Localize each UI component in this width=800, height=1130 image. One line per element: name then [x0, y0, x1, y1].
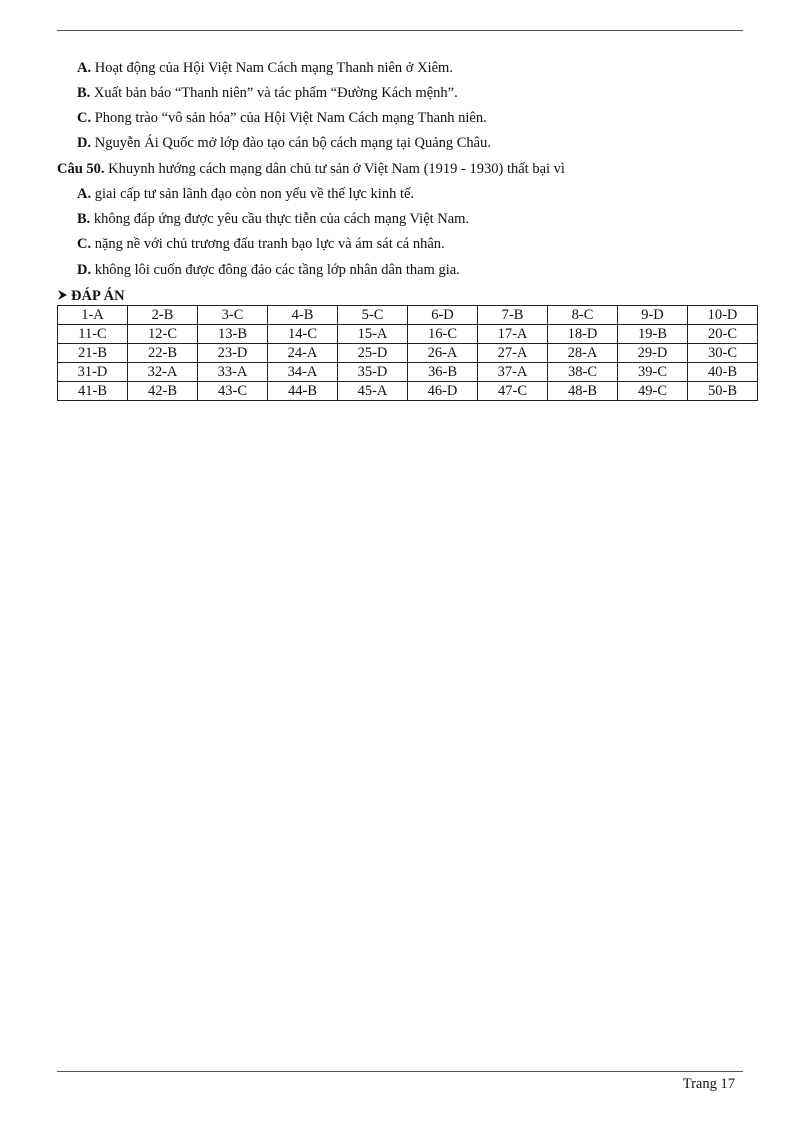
option-letter: A. — [77, 186, 92, 202]
option-b-prev — [77, 84, 458, 102]
table-row — [58, 306, 758, 325]
q50-option-a — [77, 185, 414, 203]
question-label: Câu 50. — [57, 161, 105, 177]
option-c-prev — [77, 109, 487, 127]
answer-cell: 4-B — [268, 306, 338, 325]
answer-key-table — [57, 305, 758, 401]
option-letter: C. — [77, 110, 92, 126]
answer-cell: 35-D — [338, 363, 408, 382]
answer-cell: 14-C — [268, 325, 338, 344]
option-letter: D. — [77, 262, 92, 278]
question-50 — [57, 160, 565, 178]
q50-option-c — [77, 235, 445, 253]
option-text: Phong trào “vô sản hóa” của Hội Việt Nam Cách mạng Thanh niên. — [91, 110, 487, 126]
answer-cell: 18-D — [548, 325, 618, 344]
answer-key-heading — [57, 287, 125, 305]
answer-cell: 21-B — [58, 344, 128, 363]
table-row — [58, 363, 758, 382]
answer-cell: 11-C — [58, 325, 128, 344]
answer-cell: 42-B — [128, 382, 198, 401]
question-text: Khuynh hướng cách mạng dân chủ tư sản ở Việt Nam (1919 - 1930) thất bại vì — [104, 161, 565, 177]
option-text: giai cấp tư sản lãnh đạo còn non yếu về thế lực kinh tế. — [91, 186, 415, 202]
answer-cell: 7-B — [478, 306, 548, 325]
answer-cell: 8-C — [548, 306, 618, 325]
q50-option-b — [77, 210, 469, 228]
answer-cell: 38-C — [548, 363, 618, 382]
option-text: Hoạt động của Hội Việt Nam Cách mạng Thanh niên ở Xiêm. — [91, 60, 453, 76]
answer-cell: 20-C — [688, 325, 758, 344]
answer-cell: 6-D — [408, 306, 478, 325]
answer-cell: 50-B — [688, 382, 758, 401]
header-rule — [57, 30, 743, 31]
answer-key-title: ĐÁP ÁN — [71, 288, 125, 304]
answer-cell: 13-B — [198, 325, 268, 344]
answer-cell: 5-C — [338, 306, 408, 325]
option-text: Xuất bản báo “Thanh niên” và tác phẩm “Đường Kách mệnh”. — [90, 85, 458, 101]
answer-cell: 19-B — [618, 325, 688, 344]
table-row — [58, 344, 758, 363]
answer-cell: 28-A — [548, 344, 618, 363]
option-text: không lôi cuốn được đông đảo các tầng lớp nhân dân tham gia. — [91, 262, 460, 278]
answer-cell: 41-B — [58, 382, 128, 401]
option-text: không đáp ứng được yêu cầu thực tiễn của cách mạng Việt Nam. — [90, 211, 470, 227]
answer-cell: 23-D — [198, 344, 268, 363]
answer-cell: 39-C — [618, 363, 688, 382]
option-text: nặng nề với chủ trương đấu tranh bạo lực và ám sát cá nhân. — [91, 236, 445, 252]
table-row — [58, 382, 758, 401]
answer-cell: 48-B — [548, 382, 618, 401]
answer-cell: 33-A — [198, 363, 268, 382]
answer-cell: 36-B — [408, 363, 478, 382]
footer-rule — [57, 1071, 743, 1072]
answer-cell: 24-A — [268, 344, 338, 363]
option-letter: A. — [77, 60, 92, 76]
answer-cell: 49-C — [618, 382, 688, 401]
answer-cell: 46-D — [408, 382, 478, 401]
answer-cell: 3-C — [198, 306, 268, 325]
answer-cell: 34-A — [268, 363, 338, 382]
answer-cell: 9-D — [618, 306, 688, 325]
answer-cell: 1-A — [58, 306, 128, 325]
answer-cell: 44-B — [268, 382, 338, 401]
answer-cell: 37-A — [478, 363, 548, 382]
answer-cell: 30-C — [688, 344, 758, 363]
answer-cell: 12-C — [128, 325, 198, 344]
answer-cell: 32-A — [128, 363, 198, 382]
option-letter: D. — [77, 135, 92, 151]
answer-cell: 22-B — [128, 344, 198, 363]
answer-cell: 15-A — [338, 325, 408, 344]
answer-cell: 47-C — [478, 382, 548, 401]
arrow-right-icon — [57, 287, 71, 305]
answer-cell: 45-A — [338, 382, 408, 401]
option-d-prev — [77, 134, 491, 152]
option-text: Nguyễn Ái Quốc mở lớp đào tạo cán bộ cách mạng tại Quảng Châu. — [91, 135, 491, 151]
page-number: Trang 17 — [682, 1076, 735, 1092]
answer-cell: 2-B — [128, 306, 198, 325]
answer-cell: 16-C — [408, 325, 478, 344]
answer-cell: 31-D — [58, 363, 128, 382]
option-letter: C. — [77, 236, 92, 252]
answer-cell: 17-A — [478, 325, 548, 344]
option-a-prev — [77, 59, 453, 77]
answer-cell: 10-D — [688, 306, 758, 325]
answer-cell: 26-A — [408, 344, 478, 363]
option-letter: B. — [77, 85, 91, 101]
answer-cell: 40-B — [688, 363, 758, 382]
answer-cell: 43-C — [198, 382, 268, 401]
option-letter: B. — [77, 211, 91, 227]
answer-cell: 25-D — [338, 344, 408, 363]
q50-option-d — [77, 261, 460, 279]
answer-cell: 29-D — [618, 344, 688, 363]
table-row — [58, 325, 758, 344]
answer-cell: 27-A — [478, 344, 548, 363]
